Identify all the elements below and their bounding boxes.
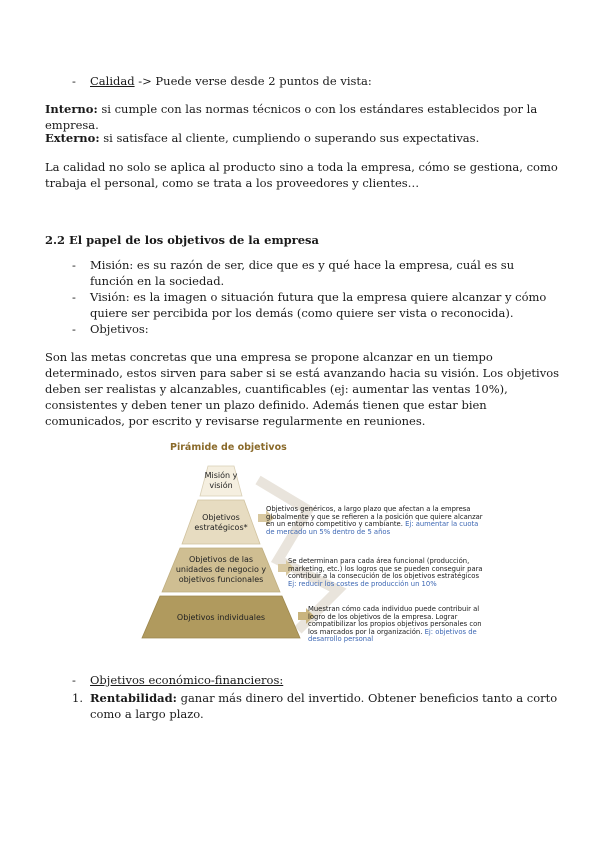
calidad-text: -> Puede verse desde 2 puntos de vista:: [134, 74, 372, 88]
interno-label: Interno:: [45, 102, 98, 116]
list-bullet: -: [72, 290, 76, 304]
description-text: Objetivos genéricos, a largo plazo que afectan a la empresa globalmente y que se refieren a la posición que quiere alcanzar en un entorno competitivo y cambiante.: [266, 505, 483, 529]
externo-paragraph: [45, 130, 560, 146]
vision-list-item: [72, 289, 560, 321]
description-text: Se determinan para cada área funcional (producción, marketing, etc.) los logros que se pueden conseguir para contribuir a la consecución de los objetivos estratégicos: [288, 557, 483, 581]
description-funcionales: [288, 558, 488, 588]
vision-text: Visión: es la imagen o situación futura que la empresa quiere alcanzar y cómo quiere ser percibida por los demás (como quiere ser vista o reconocida).: [90, 290, 547, 320]
level-label: objetivos funcionales: [178, 575, 264, 584]
level-label: Objetivos: [202, 513, 240, 522]
list-bullet: -: [72, 322, 76, 336]
level-label: Misión y: [204, 471, 238, 480]
pyramid-level-estrategicos: [182, 500, 260, 544]
financieros-list-item: [72, 672, 560, 688]
externo-label: Externo:: [45, 131, 100, 145]
objetivos-list-item: [72, 321, 560, 337]
mision-text: Misión: es su razón de ser, dice que es y qué hace la empresa, cuál es su función en la sociedad.: [90, 258, 515, 288]
list-bullet: -: [72, 673, 76, 687]
interno-paragraph: [45, 101, 560, 133]
rentabilidad-text: ganar más dinero del invertido. Obtener beneficios tanto a corto como a largo plazo.: [90, 691, 558, 721]
rentabilidad-label: Rentabilidad:: [90, 691, 177, 705]
list-number: 1.: [72, 691, 83, 705]
section-heading: 2.2 El papel de los objetivos de la empresa: [45, 233, 319, 247]
figure-title: Pirámide de objetivos: [170, 442, 287, 453]
level-label: unidades de negocio y: [175, 565, 267, 574]
description-estrategicos: [266, 506, 488, 536]
description-example: Ej: aumentar la cuota de mercado un 5% dentro de 5 años: [266, 520, 479, 536]
financieros-label: Objetivos económico-financieros:: [90, 673, 284, 687]
description-individuales: [308, 606, 488, 644]
objetivos-text: Objetivos:: [90, 322, 149, 336]
description-text: Muestran cómo cada individuo puede contribuir al logro de los objetivos de la empresa. Lograr compatibilizar los propios objetivos personales con los marcados por la organización.: [308, 605, 482, 636]
list-bullet: -: [72, 74, 76, 88]
calidad-label: Calidad: [90, 74, 135, 88]
description-example: Ej: objetivos de desarrollo personal: [308, 627, 477, 644]
description-example: Ej: reducir los costes de producción un 10%: [288, 579, 437, 588]
mision-list-item: [72, 257, 560, 289]
calidad-paragraph: La calidad no solo se aplica al producto sino a toda la empresa, cómo se gestiona, como trabaja el personal, como se trata a los proveedores y clientes…: [45, 160, 558, 190]
list-bullet: -: [72, 258, 76, 272]
objetivos-paragraph: Son las metas concretas que una empresa se propone alcanzar en un tiempo determinado, estos sirven para saber si se está avanzando hacia su visión. Los objetivos deben ser realistas y alcanzables, cuantificables (ej: aumentar las ventas 10%), consistentes y deben tener un plazo definido. Además tienen que estar bien comunicados, por escrito y revisarse regularmente en reuniones.: [45, 350, 560, 428]
level-label: Objetivos individuales: [176, 613, 266, 622]
pyramid-figure: [108, 440, 488, 658]
level-label: visión: [209, 481, 233, 490]
level-label: estratégicos*: [194, 523, 248, 532]
calidad-list-item: [72, 73, 560, 89]
level-label: Objetivos de las: [188, 555, 254, 564]
externo-text: si satisface al cliente, cumpliendo o superando sus expectativas.: [99, 131, 480, 145]
interno-text: si cumple con las normas técnicos o con los estándares establecidos por la empresa.: [45, 102, 538, 132]
rentabilidad-list-item: [72, 690, 560, 722]
